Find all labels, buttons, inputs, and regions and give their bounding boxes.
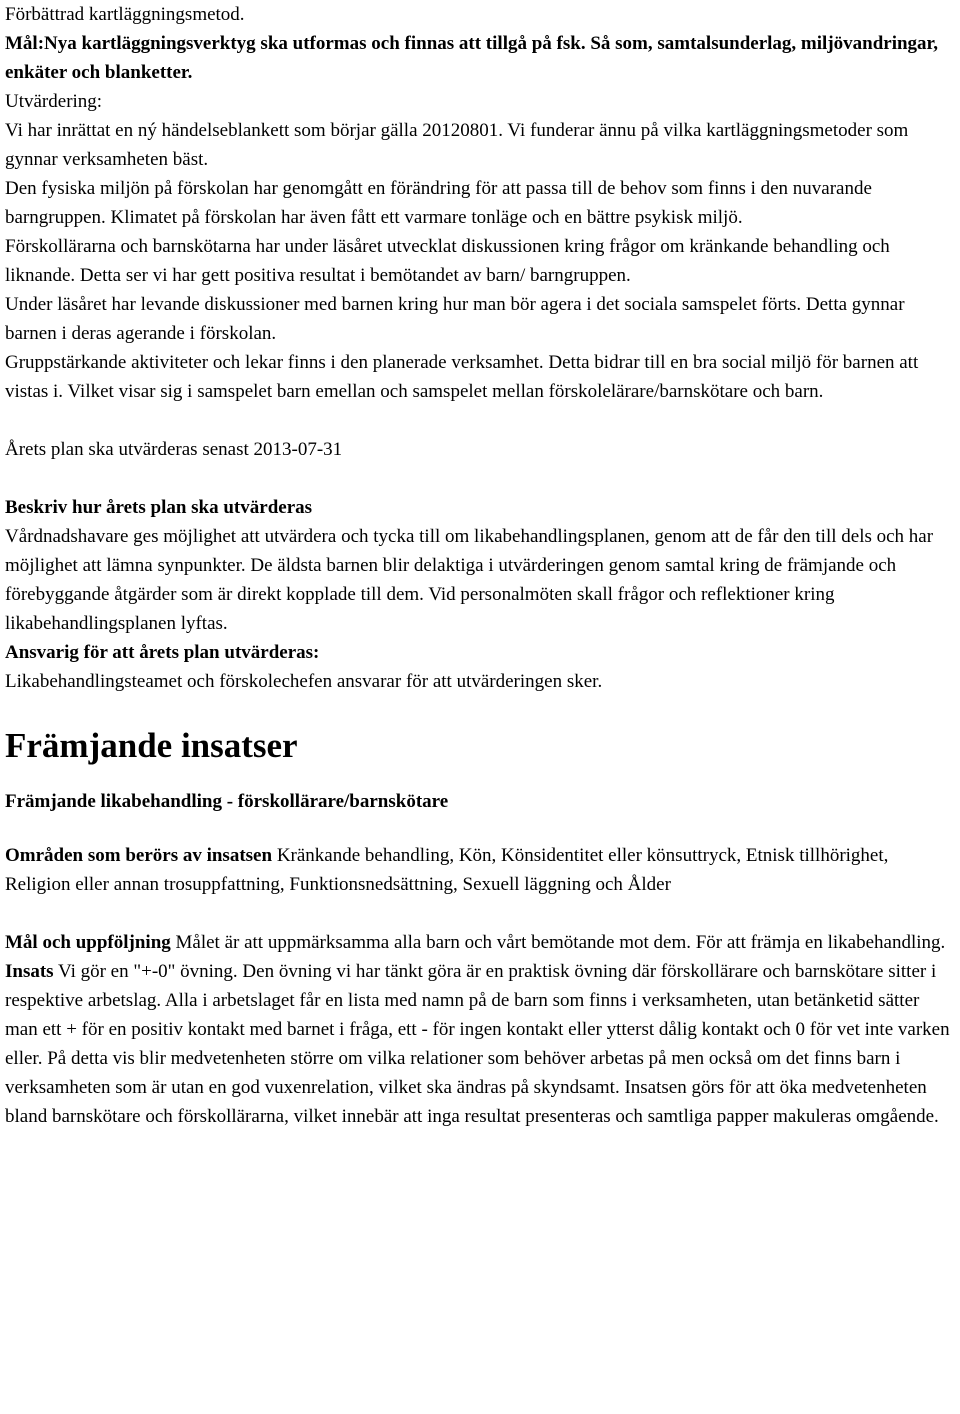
how-to-evaluate-text: Vårdnadshavare ges möjlighet att utvärdera och tycka till om likabehandlingsplanen, genom att de får den till dels och har möjlighet att lämna synpunkter. De äldsta barnen blir delaktiga i utvärderingen genom samtal kring de främjande och förebyggande åtgärder som är direkt kopplade till dem. Vid personalmöten skall frågor och reflektioner kring likabehandlingsplanen lyftas. <box>5 526 934 634</box>
evaluation-date-line: Årets plan ska utvärderas senast 2013-07-31 <box>5 439 343 460</box>
goal-paragraph: Mål:Nya kartläggningsverktyg ska utformas och finnas att tillgå på fsk. Så som, samtalsunderlag, miljövandringar, enkäter och blanketter. <box>5 33 938 83</box>
evaluation-paragraph: Den fysiska miljön på förskolan har genomgått en förändring för att passa till de behov som finns i den nuvarande barngruppen. Klimatet på förskolan har även fått ett varmare tonläge och en bättre psykisk miljö. <box>5 178 872 228</box>
goal-followup-text: Målet är att uppmärksamma alla barn och vårt bemötande mot dem. För att främja en likabehandling. <box>170 932 946 953</box>
evaluation-paragraph: Under läsåret har levande diskussioner med barnen kring hur man bör agera i det sociala samspelet förts. Detta gynnar barnen i deras agerande i förskolan. <box>5 294 905 344</box>
promotion-heading: Främjande insatser <box>5 726 298 765</box>
promotion-subheading: Främjande likabehandling - förskollärare/barnskötare <box>5 791 449 812</box>
evaluation-label: Utvärdering: <box>5 91 103 112</box>
action-text: Vi gör en "+-0" övning. Den övning vi har tänkt göra är en praktisk övning där förskollärare och barnskötare sitter i respektive arbetslag. Alla i arbetslaget får en lista med namn på de barn som finns i verksamheten, utan betänketid sätter man ett + för en positiv kontakt med barnet i fråga, ett - för ingen kontakt eller ytterst dålig kontakt och 0 för vet inte varken eller. På detta vis blir medvetenheten större om vilka relationer som behöver arbetas på men också om det finns barn i verksamheten som är utan en god vuxenrelation, vilket ska ändras på skyndsamt. Insatsen görs för att öka medvetenheten bland barnskötare och förskollärarna, vilket innebär att inga resultat presenteras och samtliga papper makuleras omgående. <box>5 961 950 1127</box>
affected-areas-text: Kränkande behandling, Kön, Könsidentitet eller könsuttryck, Etnisk tillhörighet, Religion eller annan trosuppfattning, Funktionsnedsättning, Sexuell läggning och Ålder <box>5 845 889 895</box>
responsible-heading: Ansvarig för att årets plan utvärderas: <box>5 642 320 663</box>
action-label: Insats <box>5 961 54 982</box>
affected-areas-paragraph <box>5 841 956 899</box>
evaluation-paragraph: Förskollärarna och barnskötarna har under läsåret utvecklat diskussionen kring frågor om kränkande behandling och liknande. Detta ser vi har gett positiva resultat i bemötandet av barn/ barngruppen. <box>5 236 890 286</box>
action-paragraph <box>5 957 956 1131</box>
responsible-text: Likabehandlingsteamet och förskolechefen ansvarar för att utvärderingen sker. <box>5 671 603 692</box>
affected-areas-label: Områden som berörs av insatsen <box>5 845 273 866</box>
evaluation-paragraph: Vi har inrättat en ný händelseblankett som börjar gälla 20120801. Vi funderar ännu på vilka kartläggningsmetoder som gynnar verksamheten bäst. <box>5 120 909 170</box>
goal-followup-label: Mål och uppföljning <box>5 932 171 953</box>
goal-followup-paragraph <box>5 928 956 957</box>
evaluation-paragraph: Gruppstärkande aktiviteter och lekar finns i den planerade verksamhet. Detta bidrar till en bra social miljö för barnen att vistas i. Vilket visar sig i samspelet barn emellan och samspelet mellan förskolelärare/barnskötare och barn. <box>5 352 919 402</box>
how-to-evaluate-heading: Beskriv hur årets plan ska utvärderas <box>5 497 313 518</box>
improved-mapping-title: Förbättrad kartläggningsmetod. <box>5 4 245 25</box>
